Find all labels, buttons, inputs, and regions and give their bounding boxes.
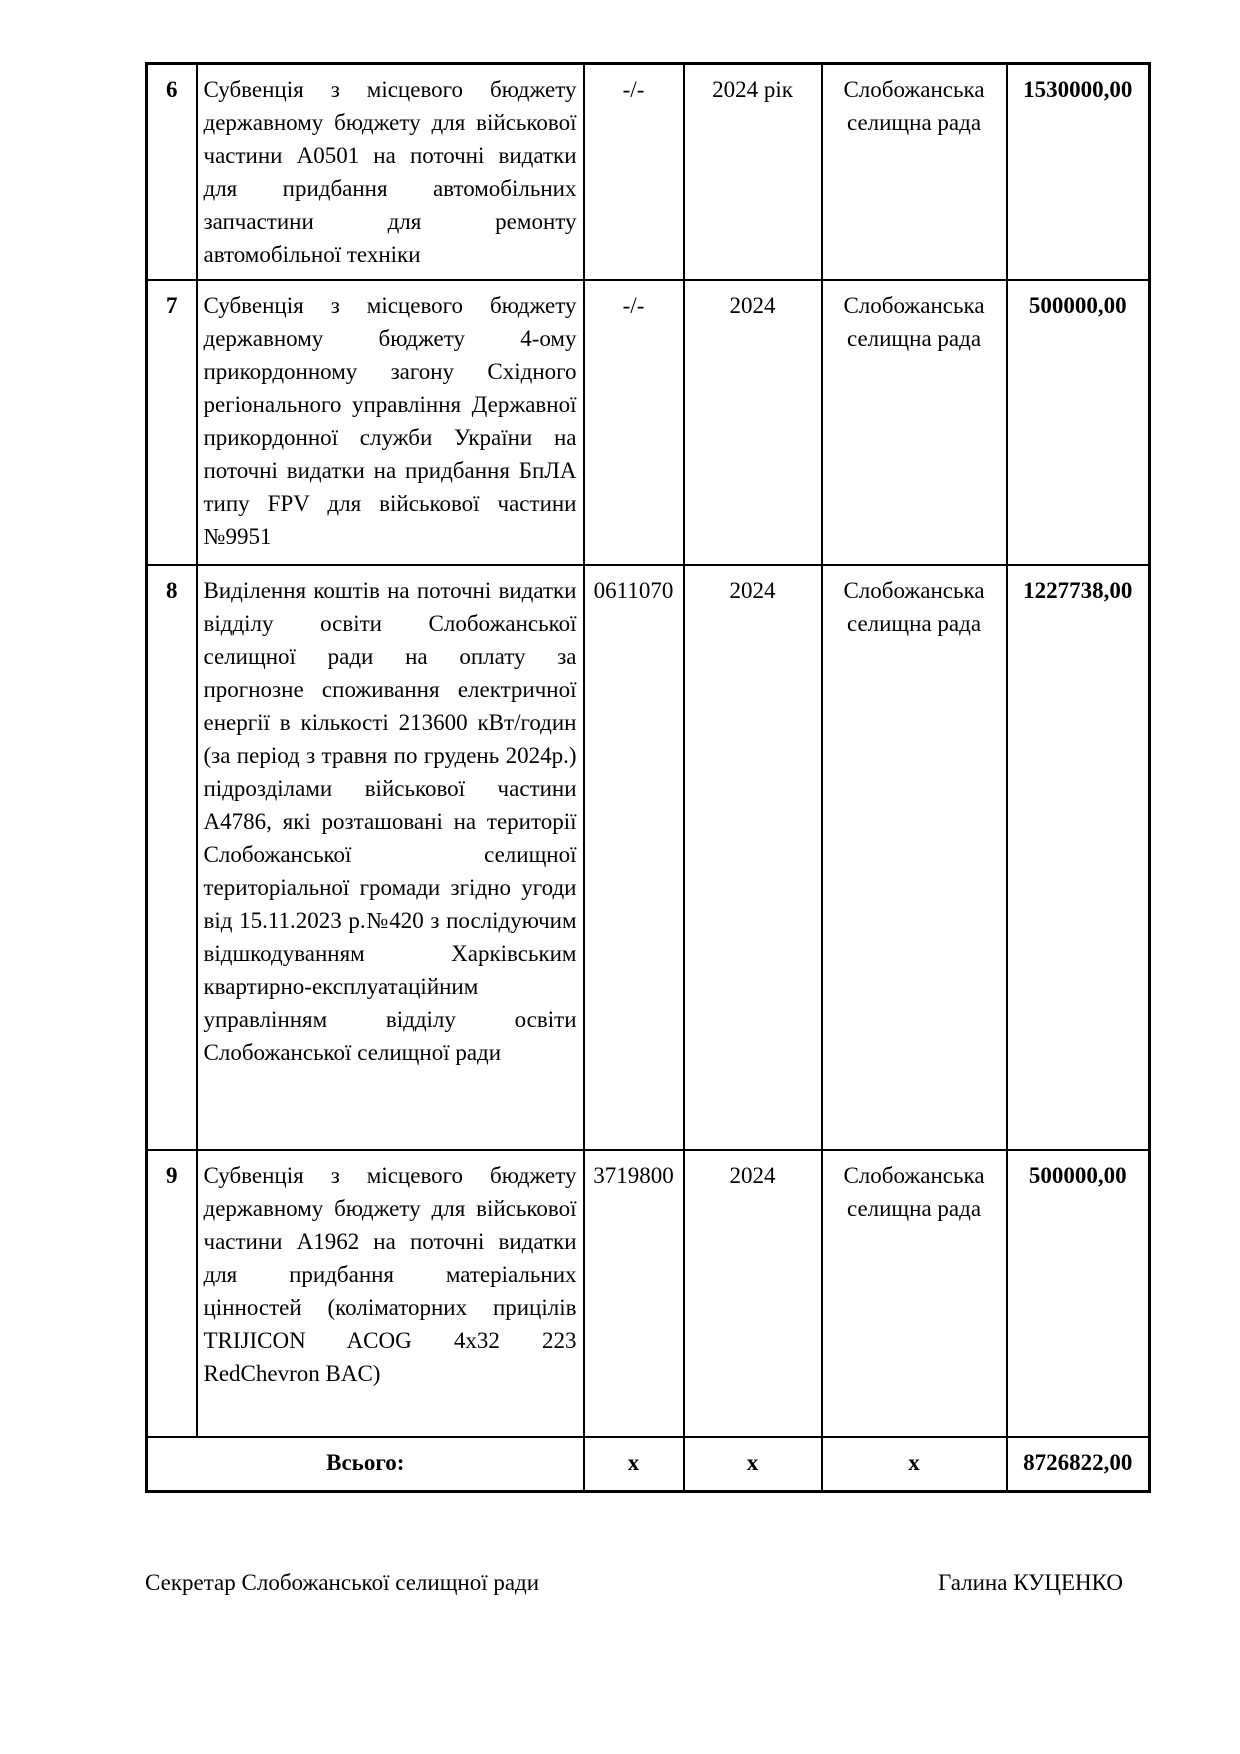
row-number: 7	[147, 280, 197, 565]
total-label: Всього:	[147, 1437, 584, 1492]
row-amount: 1530000,00	[1007, 64, 1150, 280]
row-amount: 500000,00	[1007, 280, 1150, 565]
table-row	[147, 280, 1150, 565]
row-year: 2024	[684, 1150, 822, 1437]
row-amount: 500000,00	[1007, 1150, 1150, 1437]
row-fund-manager: Слобожанська селищна рада	[822, 280, 1007, 565]
table-row	[147, 64, 1150, 280]
row-description: Субвенція з місцевого бюджету державному бюджету 4-ому прикордонному загону Східного регіонального управління Державної прикордонної служби України на поточні видатки на придбання БпЛА типу FPV для військової частини №9951	[197, 280, 584, 565]
row-program-code: -/-	[584, 280, 684, 565]
row-number: 6	[147, 64, 197, 280]
budget-allocations-table	[145, 62, 1151, 1493]
row-description: Субвенція з місцевого бюджету державному бюджету для військової частини А1962 на поточні видатки для придбання матеріальних цінностей (коліматорних прицілів TRIJICON ACOG 4x32 223 RedChevron BAC)	[197, 1150, 584, 1437]
row-description: Виділення коштів на поточні видатки відділу освіти Слобожанської селищної ради на оплату за прогнозне споживання електричної енергії в кількості 213600 кВт/годин (за період з травня по грудень 2024р.) підрозділами військової частини А4786, які розташовані на території Слобожанської селищної територіальної громади згідно угоди від 15.11.2023 р.№420 з послідуючим відшкодуванням Харківським квартирно-експлуатаційним управлінням відділу освіти Слобожанської селищної ради	[197, 565, 584, 1150]
table-row	[147, 565, 1150, 1150]
row-description: Субвенція з місцевого бюджету державному бюджету для військової частини А0501 на поточні видатки для придбання автомобільних запчастини для ремонту автомобільної техніки	[197, 64, 584, 280]
total-code-placeholder: x	[584, 1437, 684, 1492]
row-amount: 1227738,00	[1007, 565, 1150, 1150]
row-year: 2024	[684, 280, 822, 565]
signature-title: Секретар Слобожанської селищної ради	[145, 1570, 540, 1595]
row-program-code: -/-	[584, 64, 684, 280]
row-fund-manager: Слобожанська селищна рада	[822, 565, 1007, 1150]
row-fund-manager: Слобожанська селищна рада	[822, 1150, 1007, 1437]
row-year: 2024 рік	[684, 64, 822, 280]
row-program-code: 0611070	[584, 565, 684, 1150]
row-number: 9	[147, 1150, 197, 1437]
signature-name: Галина КУЦЕНКО	[938, 1570, 1123, 1595]
row-fund-manager: Слобожанська селищна рада	[822, 64, 1007, 280]
total-row	[147, 1437, 1150, 1492]
table-row	[147, 1150, 1150, 1437]
row-year: 2024	[684, 565, 822, 1150]
total-fund-manager-placeholder: x	[822, 1437, 1007, 1492]
row-number: 8	[147, 565, 197, 1150]
total-amount: 8726822,00	[1007, 1437, 1150, 1492]
signature-block	[145, 1568, 1123, 1598]
row-program-code: 3719800	[584, 1150, 684, 1437]
total-year-placeholder: x	[684, 1437, 822, 1492]
